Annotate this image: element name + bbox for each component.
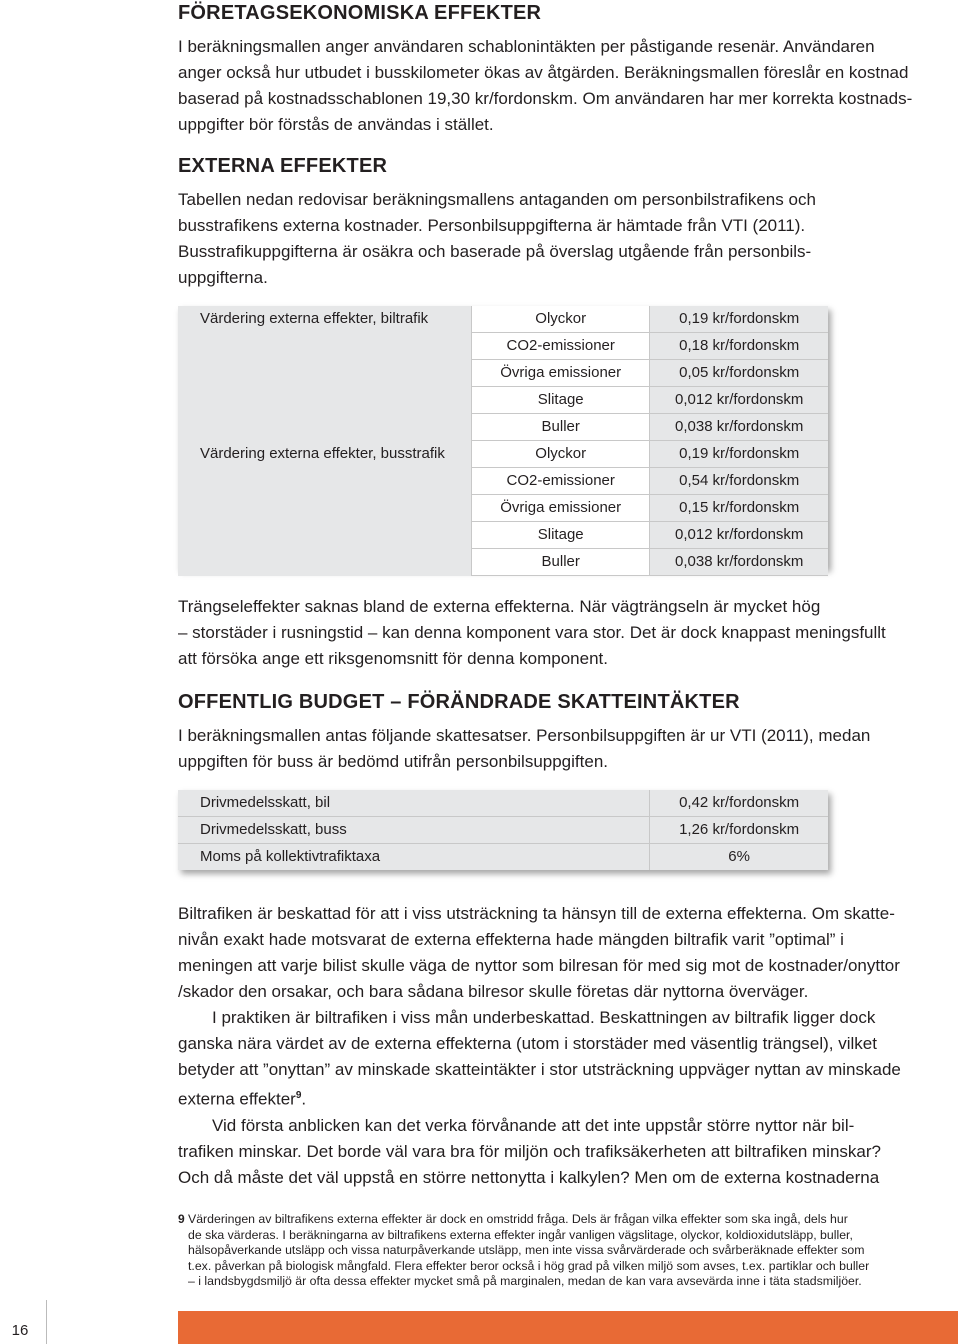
text-line: Värderingen av biltrafikens externa effekter är dock en omstridd fråga. Dels är frågan vilka effekter som ska ingå, dels hur xyxy=(188,1212,848,1226)
paragraph-body xyxy=(178,901,948,1191)
value-number: 0,42 xyxy=(679,794,709,811)
group-label-busstrafik: Värdering externa effekter, busstrafik xyxy=(200,444,445,462)
value-cell xyxy=(650,333,828,360)
value-unit: kr/fordonskm xyxy=(716,526,804,543)
external-effects-table xyxy=(178,306,828,576)
value-cell xyxy=(650,522,828,549)
text-line: Tabellen nedan redovisar beräkningsmallens antaganden om personbilstrafikens och xyxy=(178,190,816,209)
footer-accent-bar xyxy=(178,1311,958,1344)
text-line: att försöka ange ett riksgenomsnitt för denna komponent. xyxy=(178,649,608,668)
text-line: t.ex. påverkan på biologisk mångfald. Flera effekter beror också i hög grad på vilken miljö som avses, t.ex. partiklar och buller xyxy=(188,1258,870,1273)
value-unit: kr/fordonskm xyxy=(712,310,800,327)
table-row xyxy=(178,844,828,871)
paragraph-budget xyxy=(178,723,948,775)
text-line: /skador den orsakar, och bara sådana bilresor skulle företas där nyttorna överväger. xyxy=(178,982,809,1001)
value-number: 0,54 xyxy=(679,472,709,489)
value-cell xyxy=(650,549,828,576)
text-line: uppgiften för buss är bedömd utifrån personbilsuppgiften. xyxy=(178,752,608,771)
text-line: Och då måste det väl uppstå en större nettonytta i kalkylen? Men om de externa kostnaderna xyxy=(178,1167,880,1187)
text-line xyxy=(178,1083,948,1113)
text-line: I praktiken är biltrafiken i viss mån underbeskattad. Beskattningen av biltrafik ligger dock xyxy=(212,1008,876,1027)
value-number: 0,012 xyxy=(675,391,713,408)
value-number: 6% xyxy=(728,848,750,865)
text-line: uppgifterna. xyxy=(178,268,268,287)
heading-externa-effekter: EXTERNA EFFEKTER xyxy=(178,155,388,177)
text-line: Trängseleffekter saknas bland de externa effekterna. När vägträngseln är mycket hög xyxy=(178,597,821,616)
value-number: 0,15 xyxy=(679,499,709,516)
group-label-biltrafik: Värdering externa effekter, biltrafik xyxy=(200,310,429,327)
value-unit: kr/fordonskm xyxy=(712,821,800,838)
category-cell: Olyckor xyxy=(471,441,649,468)
text-line: Biltrafiken är beskattad för att i viss utsträckning ta hänsyn till de externa effekterna. Om skatte- xyxy=(178,904,895,923)
heading-offentlig-budget: OFFENTLIG BUDGET – FÖRÄNDRADE SKATTEINTÄKTER xyxy=(178,691,740,713)
value-cell xyxy=(650,441,828,468)
value-unit: kr/fordonskm xyxy=(712,445,800,462)
table-row xyxy=(178,306,828,333)
text-line: baserad på kostnadsschablonen 19,30 kr/fordonskm. Om användaren har mer korrekta kostnads- xyxy=(178,89,913,108)
text-line: nivån exakt hade motsvarat de externa effekterna hade mängden biltrafik varit ”optimal” i xyxy=(178,930,844,949)
value-unit: kr/fordonskm xyxy=(712,364,800,381)
page-margin-rule xyxy=(46,1300,47,1344)
value-number: 0,012 xyxy=(675,526,713,543)
category-cell: Slitage xyxy=(471,522,649,549)
category-cell: CO2-emissioner xyxy=(471,333,649,360)
value-unit: kr/fordonskm xyxy=(712,499,800,516)
footnote-number: 9 xyxy=(178,1212,185,1226)
tax-value-cell xyxy=(650,817,828,844)
footnote-ref: 9 xyxy=(295,1090,302,1101)
category-cell: Övriga emissioner xyxy=(471,495,649,522)
value-number: 1,26 xyxy=(679,821,709,838)
table-row xyxy=(178,441,828,468)
heading-foretagsekonomiska: FÖRETAGSEKONOMISKA EFFEKTER xyxy=(178,2,542,24)
text-line: I beräkningsmallen antas följande skattesatser. Personbilsuppgiften är ur VTI (2011), medan xyxy=(178,726,871,745)
text-line: ganska nära värdet av de externa effekterna (utom i storstäder med väsentlig trängsel), vilket xyxy=(178,1034,877,1053)
category-cell: Slitage xyxy=(471,387,649,414)
category-cell: CO2-emissioner xyxy=(471,468,649,495)
value-cell xyxy=(650,387,828,414)
text-line: – storstäder i rusningstid – kan denna komponent vara stor. Det är dock knappast meningsfullt xyxy=(178,623,886,642)
text-fragment: externa effekter xyxy=(178,1089,296,1109)
text-line: trafiken minskar. Det borde väl vara bra för miljön och trafiksäkerheten att biltrafiken minskar? xyxy=(178,1141,881,1161)
value-unit: kr/fordonskm xyxy=(716,553,804,570)
value-number: 0,038 xyxy=(675,418,713,435)
text-line: I beräkningsmallen anger användaren schablonintäkten per påstigande resenär. Användaren xyxy=(178,37,875,56)
value-unit: kr/fordonskm xyxy=(712,794,800,811)
text-line: de ska värderas. I beräkningarna av biltrafikens externa effekter ingår vanligen vägslitage, olyckor, koldioxidutsläpp, buller, xyxy=(188,1227,853,1242)
value-unit: kr/fordonskm xyxy=(712,472,800,489)
page-number: 16 xyxy=(11,1322,29,1339)
value-cell xyxy=(650,360,828,387)
value-cell xyxy=(650,306,828,333)
paragraph-foretagsekonomiska xyxy=(178,34,948,138)
tax-label-cell: Drivmedelsskatt, buss xyxy=(178,817,650,844)
value-cell xyxy=(650,495,828,522)
text-line: Vid första anblicken kan det verka förvånande att det inte uppstår större nyttor när bil- xyxy=(212,1115,855,1135)
tax-value-cell xyxy=(650,790,828,817)
category-cell: Buller xyxy=(471,549,649,576)
text-line: Busstrafikuppgifterna är osäkra och baserade på överslag utgående från personbils- xyxy=(178,242,812,261)
text-line: meningen att varje bilist skulle väga de nyttor som bilresan för med sig mot de kostnader/onyttor xyxy=(178,956,900,975)
text-line: betyder att ”onyttan” av minskade skatteintäkter i stor utsträckning uppväger nyttan av minskade xyxy=(178,1060,901,1079)
value-number: 0,19 xyxy=(679,445,709,462)
category-cell: Övriga emissioner xyxy=(471,360,649,387)
value-cell xyxy=(650,414,828,441)
text-line: busstrafikens externa kostnader. Personbilsuppgifterna är hämtade från VTI (2011). xyxy=(178,216,806,235)
value-number: 0,18 xyxy=(679,337,709,354)
value-unit: kr/fordonskm xyxy=(716,391,804,408)
tax-label-cell: Drivmedelsskatt, bil xyxy=(178,790,650,817)
tax-label-cell: Moms på kollektivtrafiktaxa xyxy=(200,848,381,865)
footnote-text xyxy=(188,1212,948,1290)
table-row xyxy=(178,817,828,844)
value-number: 0,05 xyxy=(679,364,709,381)
tax-rates-table xyxy=(178,790,828,870)
table-row xyxy=(178,790,828,817)
value-number: 0,038 xyxy=(675,553,713,570)
paragraph-trangsel xyxy=(178,594,948,672)
footnote xyxy=(178,1212,948,1290)
tax-value-cell xyxy=(650,844,828,871)
text-fragment: . xyxy=(301,1089,307,1109)
paragraph-externa-effekter xyxy=(178,187,948,291)
value-unit: kr/fordonskm xyxy=(716,418,804,435)
category-cell: Olyckor xyxy=(471,306,649,333)
text-line: – i landsbygdsmiljö är ofta dessa effekter mycket små på marginalen, medan de kan vara avsevärda inne i täta stadsmiljöer. xyxy=(188,1274,862,1288)
value-cell xyxy=(650,468,828,495)
value-number: 0,19 xyxy=(679,310,709,327)
value-unit: kr/fordonskm xyxy=(712,337,800,354)
text-line: hälsopåverkande utsläpp och vissa naturpåverkande utsläpp, men inte vissa svårvärderade och svårberäknade effekter som xyxy=(188,1243,865,1257)
text-line: uppgifter bör förstås de användas i stället. xyxy=(178,115,494,134)
category-cell: Buller xyxy=(471,414,649,441)
text-line: anger också hur utbudet i busskilometer ökas av åtgärden. Beräkningsmallen föreslår en kostnad xyxy=(178,63,909,82)
